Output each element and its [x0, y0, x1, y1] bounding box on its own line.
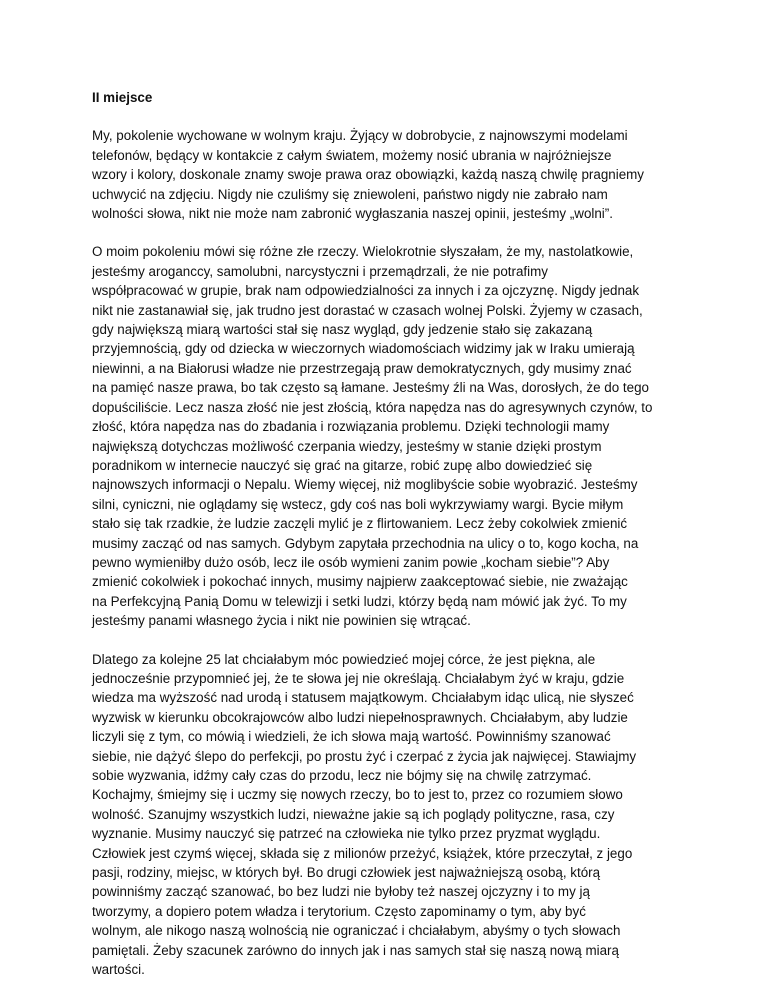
text-line: My, pokolenie wychowane w wolnym kraju. Żyjący w dobrobycie, z najnowszymi modelami: [92, 128, 628, 144]
text-line: przyjemnością, gdy od dziecka w wieczornych wiadomościach widzimy jak w Iraku umierają: [92, 341, 635, 357]
text-line: stało się tak rzadkie, że ludzie zaczęli mylić je z flirtowaniem. Lecz żeby cokolwiek zmienić: [92, 516, 628, 532]
text-line: musimy zacząć od nas samych. Gdybym zapytała przechodnia na ulicy o to, kogo kocha, na: [92, 535, 639, 551]
text-line: jednocześnie przypomnieć jej, że te słowa jej nie określają. Chciałabym żyć w kraju, gdzie: [92, 670, 625, 686]
text-line: wolność. Szanujmy wszystkich ludzi, nieważne jakie są ich poglądy polityczne, rasa, czy: [92, 806, 615, 822]
text-line: wyzwisk w kierunku obcokrajowców albo ludzi niepełnosprawnych. Chciałabym, aby ludzie: [92, 709, 628, 725]
paragraph-1: [92, 126, 682, 223]
text-line: współpracować w grupie, brak nam odpowiedzialności za innych i za ojczyznę. Nigdy jednak: [92, 283, 640, 299]
text-line: na Perfekcyjną Panią Domu w telewizji i setki ludzi, którzy będą nam mówić jak żyć. To my: [92, 593, 627, 609]
text-line: siebie, nie dążyć ślepo do perfekcji, po prostu żyć i czerpać z życia jak najwięcej. Stawiajmy: [92, 748, 637, 764]
text-line: tworzymy, a dopiero potem władza i terytorium. Często zapominamy o tym, aby być: [92, 903, 586, 919]
paragraph-2: [92, 242, 682, 630]
text-line: pasji, rodziny, miejsc, w których był. Bo drugi człowiek jest najważniejszą osobą, którą: [92, 865, 601, 881]
text-line: wolnym, ale nikogo naszą wolnością nie ograniczać i chciałabym, abyśmy o tych słowach: [92, 923, 621, 939]
text-line: największą dotychczas możliwość czerpania wiedzy, jesteśmy w stanie dzięki prostym: [92, 438, 602, 454]
text-line: na pamięć nasze prawa, bo tak często są łamane. Jesteśmy źli na Was, dorosłych, że do tego: [92, 380, 649, 396]
text-line: jesteśmy aroganccy, samolubni, narcystyczni i przemądrzali, że nie potrafimy: [92, 263, 548, 279]
document-heading: II miejsce: [92, 90, 153, 105]
text-line: Kochajmy, śmiejmy się i uczmy się nowych rzeczy, bo to jest to, przez co rozumiem słowo: [92, 787, 623, 803]
text-line: wzory i kolory, doskonale znamy swoje prawa oraz obowiązki, każdą naszą chwilę pragniemy: [92, 167, 644, 183]
text-line: niewinni, a na Białorusi władze nie przestrzegają praw demokratycznych, gdy musimy znać: [92, 360, 632, 376]
text-line: powinniśmy zacząć szanować, bo bez ludzi nie byłoby też naszej ojczyzny i to my ją: [92, 884, 590, 900]
text-line: jesteśmy panami własnego życia i nikt nie powinien się wtrącać.: [92, 613, 471, 629]
text-line: liczyli się z tym, co mówią i wiedzieli, że ich słowa mają wartość. Powinniśmy szanować: [92, 729, 611, 745]
text-line: wyznanie. Musimy nauczyć się patrzeć na człowieka nie tylko przez pryzmat wyglądu.: [92, 826, 601, 842]
text-line: telefonów, będący w kontakcie z całym światem, możemy nosić ubrania w najróżniejsze: [92, 147, 612, 163]
text-line: złość, która napędza nas do zbadania i rozwiązania problemu. Dzięki technologii mamy: [92, 419, 610, 435]
text-line: dopuściliście. Lecz nasza złość nie jest złością, która napędza nas do agresywnych czynów, to: [92, 399, 653, 415]
text-line: wiedza ma wyższość nad urodą i statusem majątkowym. Chciałabym idąc ulicą, nie słyszeć: [92, 690, 634, 706]
text-line: Dlatego za kolejne 25 lat chciałabym móc powiedzieć mojej córce, że jest piękna, ale: [92, 651, 596, 667]
document-page: [92, 88, 682, 998]
text-line: poradnikom w internecie nauczyć się grać na gitarze, robić zupę albo dowiedzieć się: [92, 457, 593, 473]
text-line: wolności słowa, nikt nie może nam zabronić wygłaszania naszej opinii, jesteśmy „wolni”.: [92, 206, 613, 222]
text-line: najnowszych informacji o Nepalu. Wiemy więcej, niż moglibyście sobie wyobrazić. Jesteśmy: [92, 477, 638, 493]
document-body: [92, 126, 682, 979]
text-line: Człowiek jest czymś więcej, składa się z milionów przeżyć, książek, które przeczytał, z jego: [92, 845, 633, 861]
text-line: uchwycić na zdjęciu. Nigdy nie czuliśmy się zniewoleni, państwo nigdy nie zabrało nam: [92, 186, 608, 202]
text-line: pewno wymieniłby dużo osób, lecz ile osób wymieni zanim powie „kocham siebie”? Aby: [92, 554, 610, 570]
text-line: wartości.: [92, 962, 145, 978]
text-line: gdy największą miarą wartości stał się nasz wygląd, gdy jedzenie stało się zakazaną: [92, 322, 593, 338]
paragraph-3: [92, 650, 682, 980]
text-line: nikt nie zastanawiał się, jak trudno jest dorastać w czasach wolnej Polski. Żyjemy w czasach,: [92, 302, 643, 318]
text-line: silni, cyniczni, nie oglądamy się wstecz, gdy coś nas boli wykrzywiamy wargi. Bycie miłym: [92, 496, 624, 512]
text-line: pamiętali. Żeby szacunek zarówno do innych jak i nas samych stał się naszą nową miarą: [92, 942, 619, 958]
text-line: zmienić cokolwiek i pokochać innych, musimy najpierw zaakceptować siebie, nie zważając: [92, 574, 628, 590]
text-line: sobie wyzwania, idźmy cały czas do przodu, lecz nie bójmy się na chwilę zatrzymać.: [92, 768, 592, 783]
text-line: O moim pokoleniu mówi się różne złe rzeczy. Wielokrotnie słyszałam, że my, nastolatkowie,: [92, 244, 634, 260]
